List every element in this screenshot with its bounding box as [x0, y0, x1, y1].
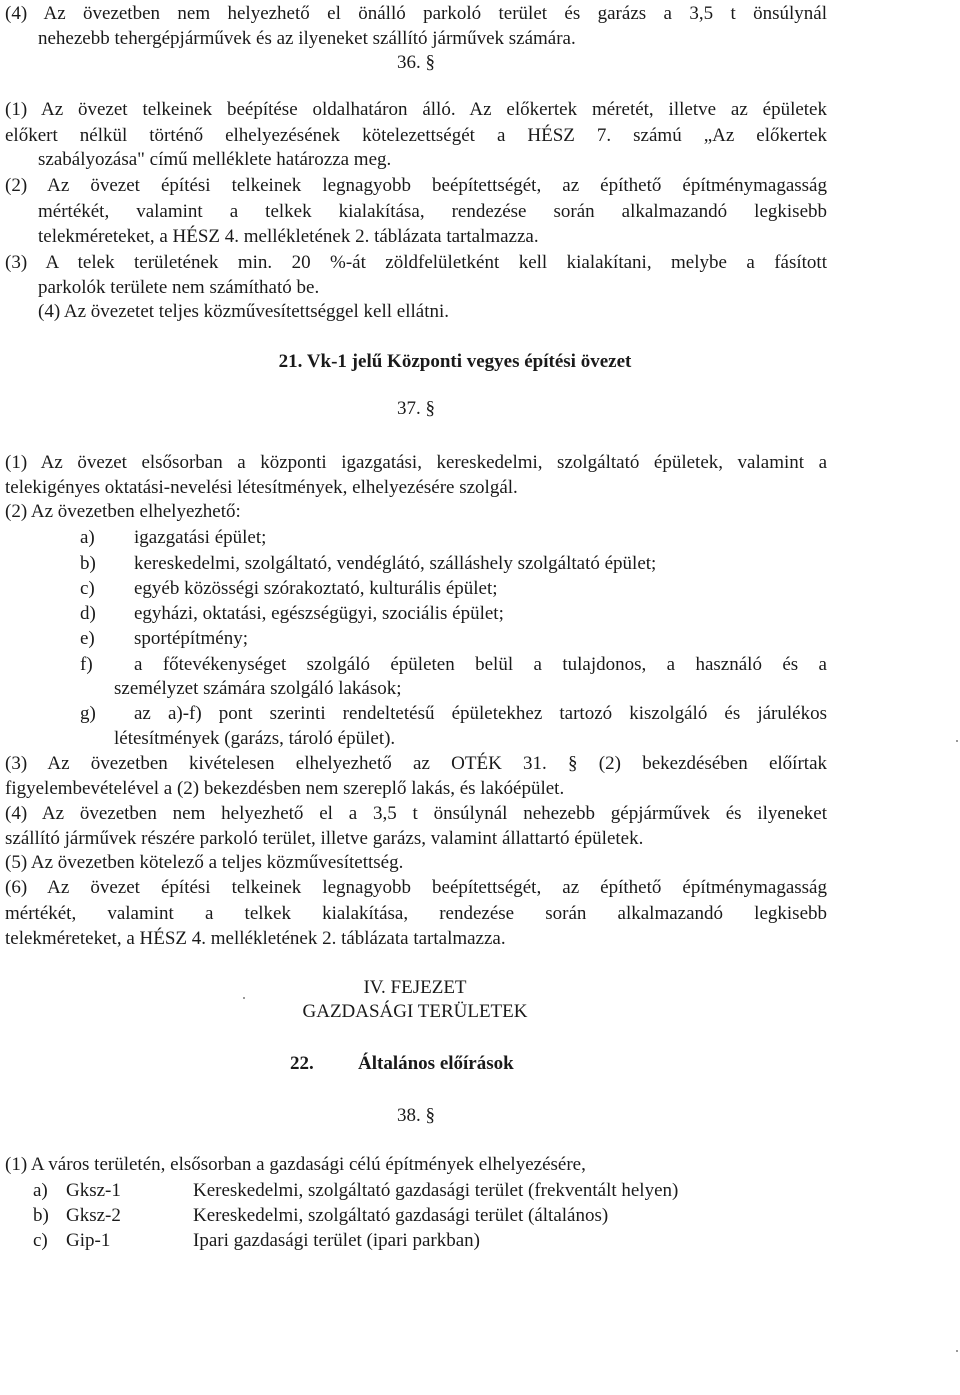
- scan-speck: [956, 1350, 958, 1352]
- paragraph-line: mértékét, valamint a telkek kialakítása, rendezése során alkalmazandó legkisebb: [38, 201, 827, 222]
- list-item: személyzet számára szolgáló lakások;: [114, 678, 402, 699]
- list-item: egyéb közösségi szórakoztató, kulturális épület;: [134, 578, 498, 599]
- paragraph-line: előkert nélkül történő elhelyezésének kötelezettségét a HÉSZ 7. számú „Az előkertek: [5, 125, 827, 146]
- list-label: d): [80, 603, 96, 624]
- section-heading: 37. §: [397, 398, 435, 419]
- paragraph-line: (4) Az övezetben nem helyezhető el önálló parkoló terület és garázs a 3,5 t önsúlynál: [5, 3, 827, 24]
- list-item: az a)-f) pont szerinti rendeltetésű épületekhez tartozó kiszolgáló és járulékos: [134, 703, 827, 724]
- zone-code: Gip-1: [66, 1230, 111, 1251]
- paragraph-line: (3) Az övezetben kivételesen elhelyezhető az OTÉK 31. § (2) bekezdésében előírtak: [5, 753, 827, 774]
- paragraph-line: parkolók területe nem számítható be.: [38, 277, 320, 298]
- list-label: c): [80, 578, 95, 599]
- paragraph-line: mértékét, valamint a telkek kialakítása, rendezése során alkalmazandó legkisebb: [5, 903, 827, 924]
- zone-label: a): [33, 1180, 48, 1201]
- paragraph-line: szabályozása" című melléklete határozza meg.: [38, 149, 392, 170]
- scan-speck: [956, 740, 958, 742]
- subsection-number: 22.: [290, 1053, 314, 1074]
- paragraph-line: (4) Az övezetet teljes közművesítettséggel kell ellátni.: [38, 301, 449, 322]
- zone-description: Kereskedelmi, szolgáltató gazdasági terület (frekventált helyen): [193, 1180, 679, 1201]
- chapter-title: GAZDASÁGI TERÜLETEK: [302, 1001, 528, 1022]
- list-label: a): [80, 527, 95, 548]
- paragraph-line: (6) Az övezet építési telkeinek legnagyobb beépítettségét, az építhető építménymagasság: [5, 877, 827, 898]
- paragraph-line: telekméreteket, a HÉSZ 4. mellékletének 2. táblázata tartalmazza.: [38, 226, 539, 247]
- list-item: egyházi, oktatási, egészségügyi, szociális épület;: [134, 603, 504, 624]
- paragraph-line: telekméreteket, a HÉSZ 4. mellékletének 2. táblázata tartalmazza.: [5, 928, 506, 949]
- chapter-title: 21. Vk-1 jelű Központi vegyes építési övezet: [278, 351, 632, 372]
- list-label: e): [80, 628, 95, 649]
- zone-label: b): [33, 1205, 49, 1226]
- paragraph-line: (2) Az övezetben elhelyezhető:: [5, 501, 241, 522]
- list-item: igazgatási épület;: [134, 527, 267, 548]
- paragraph-line: figyelembevételével a (2) bekezdésben nem szereplő lakás, és lakóépület.: [5, 778, 565, 799]
- paragraph-line: nehezebb tehergépjárművek és az ilyeneket szállító járművek számára.: [38, 28, 576, 49]
- section-heading: 38. §: [397, 1105, 435, 1126]
- zone-code: Gksz-2: [66, 1205, 121, 1226]
- paragraph-line: (2) Az övezet építési telkeinek legnagyobb beépítettségét, az építhető építménymagasság: [5, 175, 827, 196]
- paragraph-line: szállító járművek részére parkoló terület, illetve garázs, valamint állattartó épületek.: [5, 828, 644, 849]
- zone-description: Kereskedelmi, szolgáltató gazdasági terület (általános): [193, 1205, 609, 1226]
- zone-label: c): [33, 1230, 48, 1251]
- chapter-number: IV. FEJEZET: [363, 977, 467, 998]
- list-item: a főtevékenységet szolgáló épületen belül a tulajdonos, a használó és a: [134, 654, 827, 675]
- list-label: g): [80, 703, 96, 724]
- paragraph-line: (4) Az övezetben nem helyezhető el a 3,5 t önsúlynál nehezebb gépjárművek és ilyeneket: [5, 803, 827, 824]
- zone-code: Gksz-1: [66, 1180, 121, 1201]
- paragraph-line: (3) A telek területének min. 20 %-át zöldfelületként kell kialakítani, melybe a fásított: [5, 252, 827, 273]
- paragraph-line: telekigényes oktatási-nevelési létesítmények, elhelyezésére szolgál.: [5, 477, 518, 498]
- paragraph-line: (1) A város területén, elsősorban a gazdasági célú építmények elhelyezésére,: [5, 1154, 586, 1175]
- section-heading: 36. §: [397, 52, 435, 73]
- list-label: b): [80, 553, 96, 574]
- paragraph-line: (5) Az övezetben kötelező a teljes közművesítettség.: [5, 852, 404, 873]
- paragraph-line: (1) Az övezet elsősorban a központi igazgatási, kereskedelmi, szolgáltató épületek, valamint a: [5, 452, 827, 473]
- zone-description: Ipari gazdasági terület (ipari parkban): [193, 1230, 480, 1251]
- subsection-title: Általános előírások: [358, 1053, 514, 1074]
- paragraph-line: (1) Az övezet telkeinek beépítése oldalhatáron álló. Az előkertek méretét, illetve az épületek: [5, 99, 827, 120]
- list-item: sportépítmény;: [134, 628, 248, 649]
- list-item: kereskedelmi, szolgáltató, vendéglátó, szálláshely szolgáltató épület;: [134, 553, 657, 574]
- list-label: f): [80, 654, 93, 675]
- scan-speck: [243, 997, 245, 999]
- list-item: létesítmények (garázs, tároló épület).: [114, 728, 396, 749]
